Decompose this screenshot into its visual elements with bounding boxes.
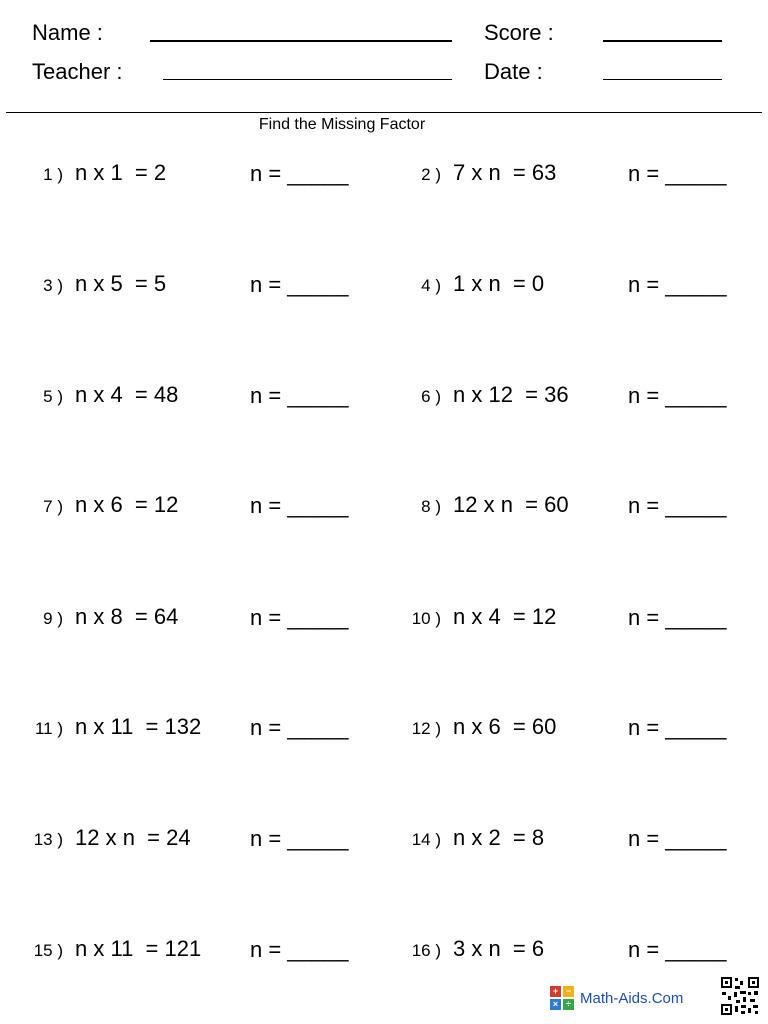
answer-blank[interactable]: n = _____ [628,937,727,962]
problem-equation: n x 4 = 12 [453,604,557,629]
date-field-line[interactable] [603,79,722,80]
brand-logo [550,986,683,1010]
answer-blank[interactable]: n = _____ [628,161,727,186]
problem-equation: n x 12 = 36 [453,382,569,407]
problem-equation: n x 8 = 64 [75,604,179,629]
score-label: Score : [484,20,554,45]
answer-blank[interactable]: n = _____ [628,272,727,297]
problem-equation: n x 11 = 132 [75,714,202,739]
problem-number: 16 ) [411,941,441,960]
problem-equation: n x 2 = 8 [453,825,545,850]
problem-number: 8 ) [421,497,441,516]
answer-blank[interactable]: n = _____ [250,272,349,297]
problem-equation: n x 1 = 2 [75,160,167,185]
answer-blank[interactable]: n = _____ [250,493,349,518]
problem-number: 14 ) [411,830,441,849]
teacher-field-line[interactable] [163,79,452,80]
problem-number: 6 ) [421,387,441,406]
problem-equation: n x 6 = 12 [75,492,179,517]
problem-number: 9 ) [43,609,63,628]
problem-number: 13 ) [33,830,63,849]
problem-number: 10 ) [411,609,441,628]
worksheet-title: Find the Missing Factor [258,116,426,133]
problem-equation: 12 x n = 24 [75,825,191,850]
problem-equation: 1 x n = 0 [453,271,545,296]
answer-blank[interactable]: n = _____ [250,826,349,851]
problem-number: 5 ) [43,387,63,406]
answer-blank[interactable]: n = _____ [250,161,349,186]
problem-number: 3 ) [43,276,63,295]
problem-equation: n x 5 = 5 [75,271,167,296]
teacher-label: Teacher : [32,59,123,84]
calculator-icon: + − × ÷ [550,986,574,1010]
brand-link[interactable]: Math-Aids.Com [580,989,684,1007]
answer-blank[interactable]: n = _____ [250,383,349,408]
problem-number: 2 ) [421,165,441,184]
name-label: Name : [32,20,103,45]
date-label: Date : [484,59,543,84]
qr-code-icon [720,976,760,1016]
problem-number: 11 ) [34,719,63,738]
problem-number: 12 ) [411,719,441,738]
answer-blank[interactable]: n = _____ [250,937,349,962]
problem-equation: n x 11 = 121 [75,936,202,961]
answer-blank[interactable]: n = _____ [628,605,727,630]
answer-blank[interactable]: n = _____ [250,715,349,740]
problem-equation: 7 x n = 63 [453,160,557,185]
answer-blank[interactable]: n = _____ [250,605,349,630]
answer-blank[interactable]: n = _____ [628,826,727,851]
problem-equation: 12 x n = 60 [453,492,569,517]
problem-number: 15 ) [33,941,63,960]
name-field-line[interactable] [150,40,452,42]
answer-blank[interactable]: n = _____ [628,493,727,518]
problem-equation: 3 x n = 6 [453,936,545,961]
answer-blank[interactable]: n = _____ [628,715,727,740]
answer-blank[interactable]: n = _____ [628,383,727,408]
problem-number: 4 ) [421,276,441,295]
problem-equation: n x 4 = 48 [75,382,179,407]
header-divider [6,112,762,113]
problem-number: 1 ) [43,165,63,184]
problem-number: 7 ) [43,497,63,516]
score-field-line[interactable] [603,40,722,42]
problem-equation: n x 6 = 60 [453,714,557,739]
